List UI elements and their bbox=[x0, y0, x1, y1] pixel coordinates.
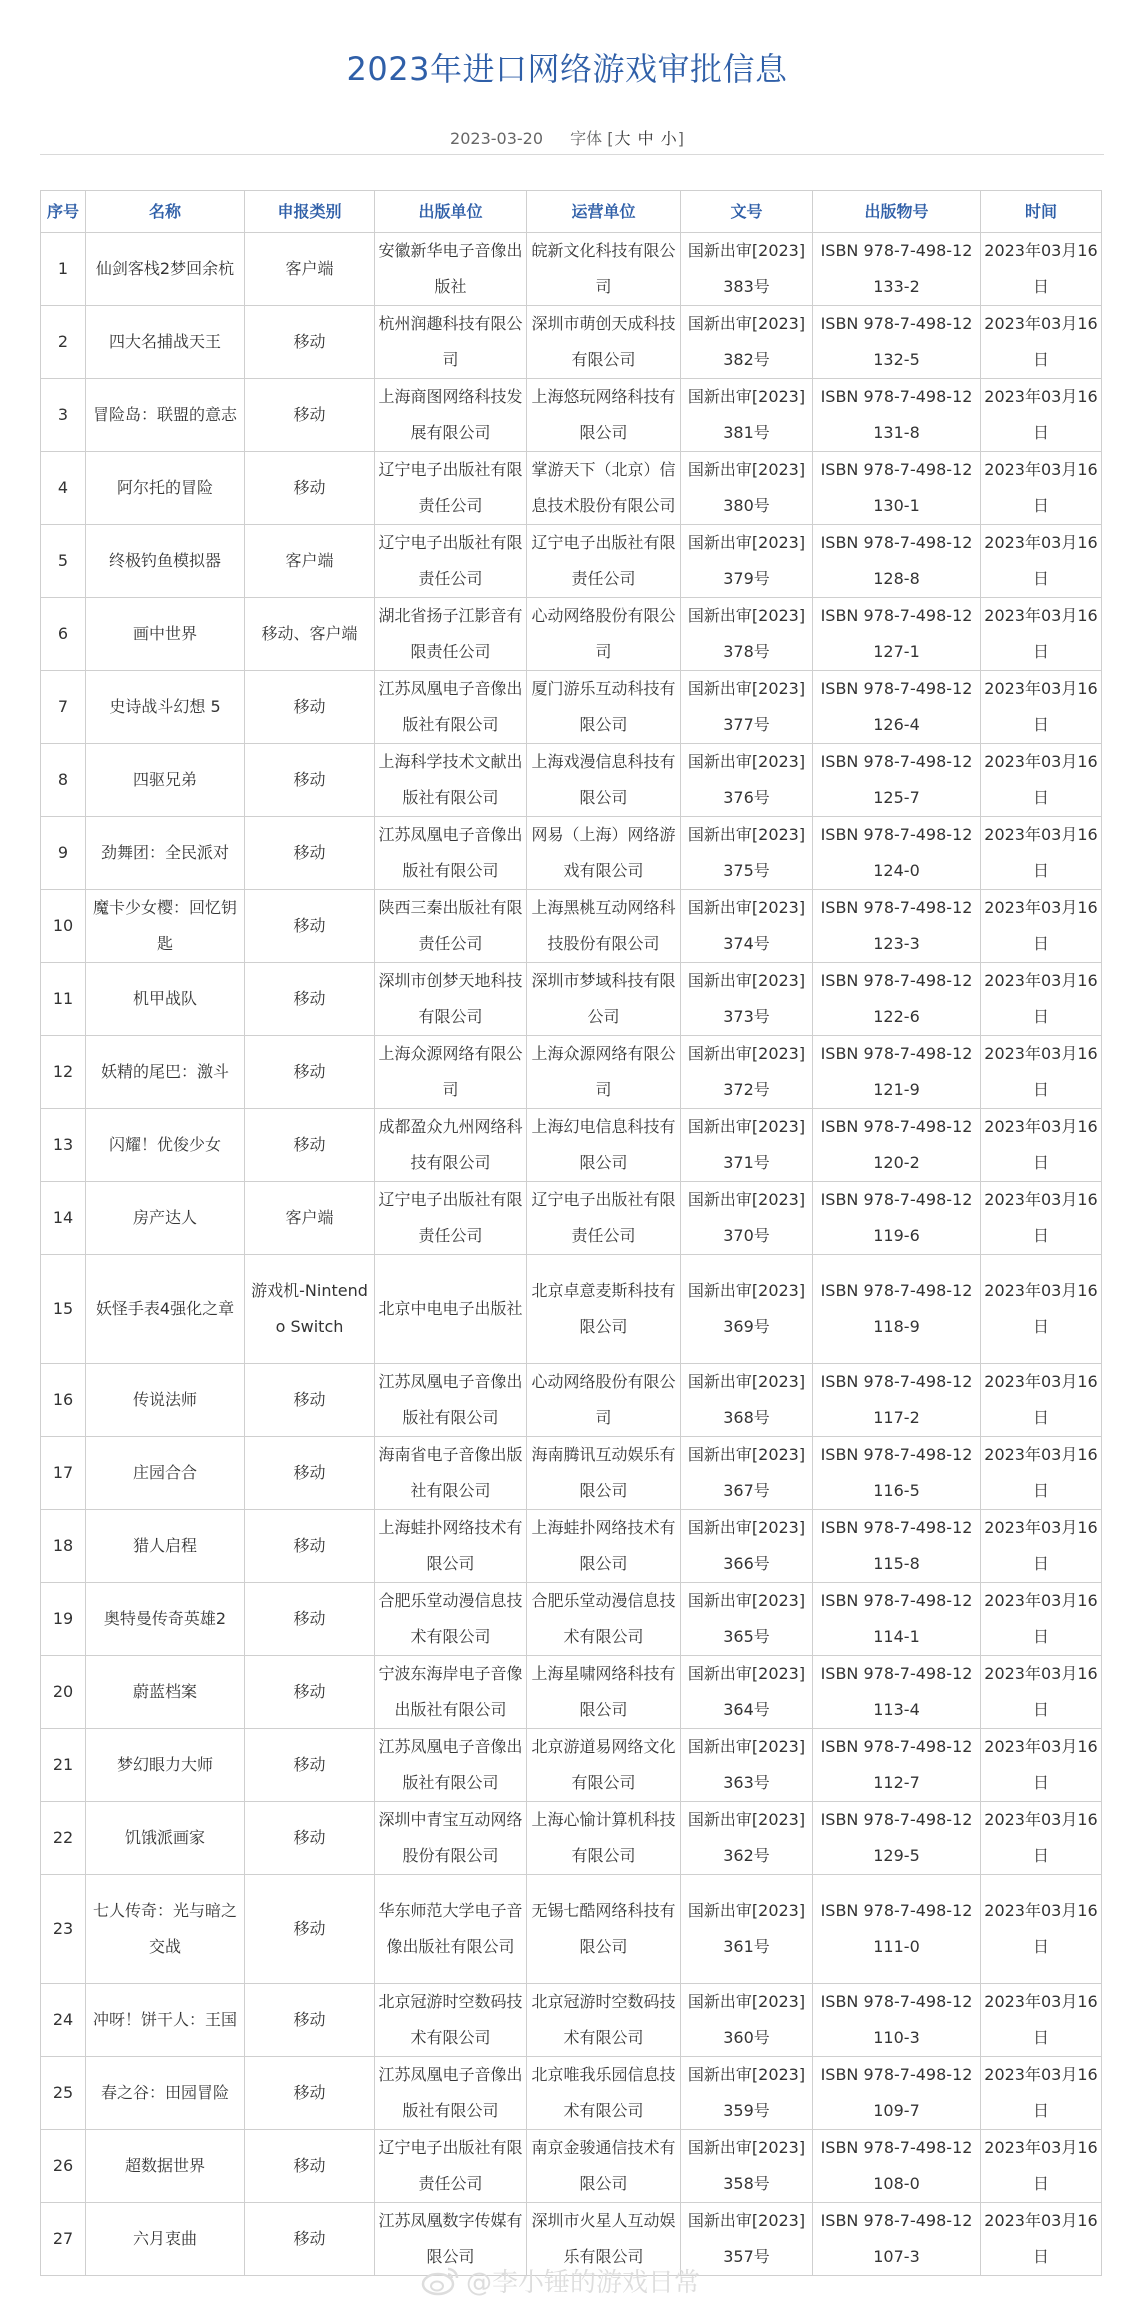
cell-game-name: 闪耀！优俊少女 bbox=[86, 1109, 245, 1182]
approval-table bbox=[40, 190, 1102, 2276]
cell-doc-number: 国新出审[2023]373号 bbox=[681, 963, 813, 1036]
cell-index: 17 bbox=[41, 1437, 86, 1510]
cell-game-name: 机甲战队 bbox=[86, 963, 245, 1036]
cell-isbn: ISBN 978-7-498-12132-5 bbox=[813, 306, 981, 379]
cell-category: 移动 bbox=[245, 1656, 375, 1729]
cell-category: 移动 bbox=[245, 306, 375, 379]
cell-publisher: 北京冠游时空数码技术有限公司 bbox=[375, 1984, 527, 2057]
cell-isbn: ISBN 978-7-498-12126-4 bbox=[813, 671, 981, 744]
cell-isbn: ISBN 978-7-498-12108-0 bbox=[813, 2130, 981, 2203]
cell-isbn: ISBN 978-7-498-12109-7 bbox=[813, 2057, 981, 2130]
table-row bbox=[41, 1182, 1102, 1255]
cell-date: 2023年03月16日 bbox=[981, 2057, 1102, 2130]
cell-date: 2023年03月16日 bbox=[981, 1182, 1102, 1255]
cell-game-name: 史诗战斗幻想 5 bbox=[86, 671, 245, 744]
cell-game-name: 梦幻眼力大师 bbox=[86, 1729, 245, 1802]
cell-isbn: ISBN 978-7-498-12119-6 bbox=[813, 1182, 981, 1255]
cell-date: 2023年03月16日 bbox=[981, 671, 1102, 744]
cell-category: 移动 bbox=[245, 671, 375, 744]
cell-category: 移动 bbox=[245, 1802, 375, 1875]
watermark bbox=[420, 2262, 840, 2298]
cell-isbn: ISBN 978-7-498-12122-6 bbox=[813, 963, 981, 1036]
cell-operator: 上海戏漫信息科技有限公司 bbox=[527, 744, 681, 817]
cell-index: 27 bbox=[41, 2203, 86, 2276]
cell-operator: 合肥乐堂动漫信息技术有限公司 bbox=[527, 1583, 681, 1656]
table-row bbox=[41, 598, 1102, 671]
cell-game-name: 四大名捕战天王 bbox=[86, 306, 245, 379]
page-title: 2023年进口网络游戏审批信息 bbox=[346, 50, 788, 88]
column-header: 出版物号 bbox=[813, 191, 981, 233]
cell-operator: 上海悠玩网络科技有限公司 bbox=[527, 379, 681, 452]
cell-isbn: ISBN 978-7-498-12118-9 bbox=[813, 1255, 981, 1364]
cell-publisher: 合肥乐堂动漫信息技术有限公司 bbox=[375, 1583, 527, 1656]
cell-doc-number: 国新出审[2023]358号 bbox=[681, 2130, 813, 2203]
cell-doc-number: 国新出审[2023]361号 bbox=[681, 1875, 813, 1984]
cell-doc-number: 国新出审[2023]383号 bbox=[681, 233, 813, 306]
cell-operator: 上海蛙扑网络技术有限公司 bbox=[527, 1510, 681, 1583]
cell-publisher: 上海科学技术文献出版社有限公司 bbox=[375, 744, 527, 817]
cell-date: 2023年03月16日 bbox=[981, 1802, 1102, 1875]
cell-date: 2023年03月16日 bbox=[981, 306, 1102, 379]
cell-game-name: 春之谷：田园冒险 bbox=[86, 2057, 245, 2130]
cell-index: 18 bbox=[41, 1510, 86, 1583]
cell-date: 2023年03月16日 bbox=[981, 2203, 1102, 2276]
cell-index: 10 bbox=[41, 890, 86, 963]
cell-category: 客户端 bbox=[245, 233, 375, 306]
cell-date: 2023年03月16日 bbox=[981, 744, 1102, 817]
cell-isbn: ISBN 978-7-498-12115-8 bbox=[813, 1510, 981, 1583]
cell-operator: 北京唯我乐园信息技术有限公司 bbox=[527, 2057, 681, 2130]
cell-category: 移动 bbox=[245, 1364, 375, 1437]
cell-index: 7 bbox=[41, 671, 86, 744]
table-row bbox=[41, 817, 1102, 890]
article-meta bbox=[0, 126, 1134, 150]
cell-category: 客户端 bbox=[245, 525, 375, 598]
cell-date: 2023年03月16日 bbox=[981, 1656, 1102, 1729]
cell-date: 2023年03月16日 bbox=[981, 1437, 1102, 1510]
weibo-icon bbox=[420, 2263, 462, 2297]
cell-doc-number: 国新出审[2023]364号 bbox=[681, 1656, 813, 1729]
cell-date: 2023年03月16日 bbox=[981, 963, 1102, 1036]
column-header: 运营单位 bbox=[527, 191, 681, 233]
table-row bbox=[41, 1802, 1102, 1875]
cell-doc-number: 国新出审[2023]375号 bbox=[681, 817, 813, 890]
cell-category: 移动 bbox=[245, 1109, 375, 1182]
cell-index: 5 bbox=[41, 525, 86, 598]
cell-game-name: 蔚蓝档案 bbox=[86, 1656, 245, 1729]
cell-operator: 上海星啸网络科技有限公司 bbox=[527, 1656, 681, 1729]
cell-publisher: 辽宁电子出版社有限责任公司 bbox=[375, 1182, 527, 1255]
cell-operator: 深圳市萌创天成科技有限公司 bbox=[527, 306, 681, 379]
cell-index: 2 bbox=[41, 306, 86, 379]
cell-publisher: 杭州润趣科技有限公司 bbox=[375, 306, 527, 379]
cell-category: 移动 bbox=[245, 817, 375, 890]
cell-doc-number: 国新出审[2023]372号 bbox=[681, 1036, 813, 1109]
cell-publisher: 江苏凤凰电子音像出版社有限公司 bbox=[375, 817, 527, 890]
cell-isbn: ISBN 978-7-498-12116-5 bbox=[813, 1437, 981, 1510]
table-row bbox=[41, 1109, 1102, 1182]
cell-game-name: 魔卡少女樱：回忆钥匙 bbox=[86, 890, 245, 963]
cell-operator: 掌游天下（北京）信息技术股份有限公司 bbox=[527, 452, 681, 525]
cell-category: 移动 bbox=[245, 1729, 375, 1802]
cell-publisher: 陕西三秦出版社有限责任公司 bbox=[375, 890, 527, 963]
font-size-large-button[interactable]: 大 bbox=[614, 129, 631, 148]
cell-index: 22 bbox=[41, 1802, 86, 1875]
cell-doc-number: 国新出审[2023]379号 bbox=[681, 525, 813, 598]
publish-date: 2023-03-20 bbox=[450, 129, 544, 148]
cell-category: 移动 bbox=[245, 1875, 375, 1984]
cell-operator: 上海幻电信息科技有限公司 bbox=[527, 1109, 681, 1182]
cell-publisher: 江苏凤凰数字传媒有限公司 bbox=[375, 2203, 527, 2276]
column-header: 名称 bbox=[86, 191, 245, 233]
table-row bbox=[41, 379, 1102, 452]
cell-date: 2023年03月16日 bbox=[981, 1255, 1102, 1364]
cell-operator: 上海心愉计算机科技有限公司 bbox=[527, 1802, 681, 1875]
cell-game-name: 终极钓鱼模拟器 bbox=[86, 525, 245, 598]
column-header: 时间 bbox=[981, 191, 1102, 233]
cell-index: 25 bbox=[41, 2057, 86, 2130]
cell-game-name: 超数据世界 bbox=[86, 2130, 245, 2203]
cell-index: 26 bbox=[41, 2130, 86, 2203]
cell-doc-number: 国新出审[2023]370号 bbox=[681, 1182, 813, 1255]
table-row bbox=[41, 2130, 1102, 2203]
cell-category: 移动 bbox=[245, 1437, 375, 1510]
cell-publisher: 江苏凤凰电子音像出版社有限公司 bbox=[375, 671, 527, 744]
cell-index: 21 bbox=[41, 1729, 86, 1802]
cell-operator: 心动网络股份有限公司 bbox=[527, 1364, 681, 1437]
cell-isbn: ISBN 978-7-498-12112-7 bbox=[813, 1729, 981, 1802]
cell-doc-number: 国新出审[2023]362号 bbox=[681, 1802, 813, 1875]
cell-isbn: ISBN 978-7-498-12131-8 bbox=[813, 379, 981, 452]
cell-publisher: 海南省电子音像出版社有限公司 bbox=[375, 1437, 527, 1510]
cell-game-name: 奥特曼传奇英雄2 bbox=[86, 1583, 245, 1656]
cell-operator: 深圳市火星人互动娱乐有限公司 bbox=[527, 2203, 681, 2276]
cell-index: 13 bbox=[41, 1109, 86, 1182]
cell-isbn: ISBN 978-7-498-12124-0 bbox=[813, 817, 981, 890]
table-row bbox=[41, 1255, 1102, 1364]
cell-date: 2023年03月16日 bbox=[981, 1984, 1102, 2057]
cell-date: 2023年03月16日 bbox=[981, 1583, 1102, 1656]
cell-operator: 皖新文化科技有限公司 bbox=[527, 233, 681, 306]
cell-doc-number: 国新出审[2023]368号 bbox=[681, 1364, 813, 1437]
cell-game-name: 妖怪手表4强化之章 bbox=[86, 1255, 245, 1364]
cell-game-name: 阿尔托的冒险 bbox=[86, 452, 245, 525]
cell-publisher: 湖北省扬子江影音有限责任公司 bbox=[375, 598, 527, 671]
cell-index: 16 bbox=[41, 1364, 86, 1437]
cell-category: 移动 bbox=[245, 2203, 375, 2276]
table-row bbox=[41, 2057, 1102, 2130]
cell-date: 2023年03月16日 bbox=[981, 1364, 1102, 1437]
table-row bbox=[41, 963, 1102, 1036]
column-header: 序号 bbox=[41, 191, 86, 233]
cell-game-name: 七人传奇：光与暗之交战 bbox=[86, 1875, 245, 1984]
cell-publisher: 北京中电电子出版社 bbox=[375, 1255, 527, 1364]
cell-date: 2023年03月16日 bbox=[981, 525, 1102, 598]
cell-isbn: ISBN 978-7-498-12130-1 bbox=[813, 452, 981, 525]
cell-doc-number: 国新出审[2023]357号 bbox=[681, 2203, 813, 2276]
cell-category: 移动 bbox=[245, 963, 375, 1036]
cell-date: 2023年03月16日 bbox=[981, 1109, 1102, 1182]
cell-game-name: 画中世界 bbox=[86, 598, 245, 671]
cell-category: 移动 bbox=[245, 2130, 375, 2203]
cell-isbn: ISBN 978-7-498-12128-8 bbox=[813, 525, 981, 598]
column-header: 文号 bbox=[681, 191, 813, 233]
table-row bbox=[41, 1656, 1102, 1729]
cell-index: 3 bbox=[41, 379, 86, 452]
cell-publisher: 深圳中青宝互动网络股份有限公司 bbox=[375, 1802, 527, 1875]
cell-doc-number: 国新出审[2023]381号 bbox=[681, 379, 813, 452]
cell-publisher: 上海商图网络科技发展有限公司 bbox=[375, 379, 527, 452]
cell-publisher: 江苏凤凰电子音像出版社有限公司 bbox=[375, 1729, 527, 1802]
table-row bbox=[41, 1510, 1102, 1583]
cell-doc-number: 国新出审[2023]367号 bbox=[681, 1437, 813, 1510]
table-row bbox=[41, 1437, 1102, 1510]
cell-date: 2023年03月16日 bbox=[981, 817, 1102, 890]
cell-isbn: ISBN 978-7-498-12113-4 bbox=[813, 1656, 981, 1729]
cell-isbn: ISBN 978-7-498-12123-3 bbox=[813, 890, 981, 963]
table-row bbox=[41, 525, 1102, 598]
cell-category: 移动 bbox=[245, 452, 375, 525]
cell-doc-number: 国新出审[2023]360号 bbox=[681, 1984, 813, 2057]
cell-publisher: 华东师范大学电子音像出版社有限公司 bbox=[375, 1875, 527, 1984]
table-row bbox=[41, 452, 1102, 525]
cell-publisher: 辽宁电子出版社有限责任公司 bbox=[375, 452, 527, 525]
cell-doc-number: 国新出审[2023]371号 bbox=[681, 1109, 813, 1182]
cell-date: 2023年03月16日 bbox=[981, 1036, 1102, 1109]
cell-publisher: 上海蛙扑网络技术有限公司 bbox=[375, 1510, 527, 1583]
table-body bbox=[41, 233, 1102, 2276]
cell-game-name: 庄园合合 bbox=[86, 1437, 245, 1510]
cell-index: 1 bbox=[41, 233, 86, 306]
cell-category: 移动 bbox=[245, 1510, 375, 1583]
cell-category: 客户端 bbox=[245, 1182, 375, 1255]
cell-doc-number: 国新出审[2023]366号 bbox=[681, 1510, 813, 1583]
cell-publisher: 辽宁电子出版社有限责任公司 bbox=[375, 2130, 527, 2203]
table-row bbox=[41, 744, 1102, 817]
cell-index: 15 bbox=[41, 1255, 86, 1364]
cell-date: 2023年03月16日 bbox=[981, 452, 1102, 525]
watermark-text: @李小锤的游戏日常 bbox=[466, 2267, 701, 2298]
cell-game-name: 四驱兄弟 bbox=[86, 744, 245, 817]
cell-doc-number: 国新出审[2023]359号 bbox=[681, 2057, 813, 2130]
cell-isbn: ISBN 978-7-498-12114-1 bbox=[813, 1583, 981, 1656]
cell-operator: 海南腾讯互动娱乐有限公司 bbox=[527, 1437, 681, 1510]
cell-game-name: 房产达人 bbox=[86, 1182, 245, 1255]
cell-publisher: 江苏凤凰电子音像出版社有限公司 bbox=[375, 1364, 527, 1437]
cell-isbn: ISBN 978-7-498-12110-3 bbox=[813, 1984, 981, 2057]
cell-doc-number: 国新出审[2023]380号 bbox=[681, 452, 813, 525]
table-row bbox=[41, 1036, 1102, 1109]
cell-category: 移动 bbox=[245, 1583, 375, 1656]
cell-game-name: 猎人启程 bbox=[86, 1510, 245, 1583]
cell-operator: 上海众源网络有限公司 bbox=[527, 1036, 681, 1109]
cell-isbn: ISBN 978-7-498-12121-9 bbox=[813, 1036, 981, 1109]
font-size-bracket-open: [ bbox=[607, 129, 614, 148]
cell-index: 6 bbox=[41, 598, 86, 671]
cell-isbn: ISBN 978-7-498-12129-5 bbox=[813, 1802, 981, 1875]
column-header: 申报类别 bbox=[245, 191, 375, 233]
table-row bbox=[41, 1729, 1102, 1802]
cell-publisher: 成都盈众九州网络科技有限公司 bbox=[375, 1109, 527, 1182]
cell-index: 24 bbox=[41, 1984, 86, 2057]
cell-index: 11 bbox=[41, 963, 86, 1036]
table-row bbox=[41, 1984, 1102, 2057]
cell-operator: 北京冠游时空数码技术有限公司 bbox=[527, 1984, 681, 2057]
cell-isbn: ISBN 978-7-498-12133-2 bbox=[813, 233, 981, 306]
cell-doc-number: 国新出审[2023]369号 bbox=[681, 1255, 813, 1364]
table-row bbox=[41, 1875, 1102, 1984]
table-row bbox=[41, 306, 1102, 379]
cell-date: 2023年03月16日 bbox=[981, 233, 1102, 306]
cell-isbn: ISBN 978-7-498-12111-0 bbox=[813, 1875, 981, 1984]
cell-publisher: 深圳市创梦天地科技有限公司 bbox=[375, 963, 527, 1036]
cell-doc-number: 国新出审[2023]382号 bbox=[681, 306, 813, 379]
cell-category: 游戏机-Nintendo Switch bbox=[245, 1255, 375, 1364]
cell-category: 移动 bbox=[245, 1036, 375, 1109]
cell-doc-number: 国新出审[2023]378号 bbox=[681, 598, 813, 671]
cell-index: 12 bbox=[41, 1036, 86, 1109]
cell-index: 4 bbox=[41, 452, 86, 525]
cell-category: 移动 bbox=[245, 744, 375, 817]
cell-publisher: 宁波东海岸电子音像出版社有限公司 bbox=[375, 1656, 527, 1729]
cell-operator: 上海黑桃互动网络科技股份有限公司 bbox=[527, 890, 681, 963]
cell-publisher: 安徽新华电子音像出版社 bbox=[375, 233, 527, 306]
cell-isbn: ISBN 978-7-498-12125-7 bbox=[813, 744, 981, 817]
cell-isbn: ISBN 978-7-498-12127-1 bbox=[813, 598, 981, 671]
font-size-small-button[interactable]: 小 bbox=[660, 129, 677, 148]
cell-operator: 北京卓意麦斯科技有限公司 bbox=[527, 1255, 681, 1364]
table-row bbox=[41, 890, 1102, 963]
column-header: 出版单位 bbox=[375, 191, 527, 233]
cell-date: 2023年03月16日 bbox=[981, 598, 1102, 671]
font-size-medium-button[interactable]: 中 bbox=[637, 129, 654, 148]
cell-date: 2023年03月16日 bbox=[981, 379, 1102, 452]
cell-operator: 厦门游乐互动科技有限公司 bbox=[527, 671, 681, 744]
cell-operator: 辽宁电子出版社有限责任公司 bbox=[527, 1182, 681, 1255]
table-row bbox=[41, 1583, 1102, 1656]
cell-date: 2023年03月16日 bbox=[981, 2130, 1102, 2203]
cell-category: 移动、客户端 bbox=[245, 598, 375, 671]
table-row bbox=[41, 1364, 1102, 1437]
font-size-label: 字体 bbox=[570, 129, 603, 148]
cell-date: 2023年03月16日 bbox=[981, 890, 1102, 963]
cell-date: 2023年03月16日 bbox=[981, 1729, 1102, 1802]
cell-category: 移动 bbox=[245, 1984, 375, 2057]
cell-index: 14 bbox=[41, 1182, 86, 1255]
cell-operator: 网易（上海）网络游戏有限公司 bbox=[527, 817, 681, 890]
cell-date: 2023年03月16日 bbox=[981, 1875, 1102, 1984]
cell-doc-number: 国新出审[2023]365号 bbox=[681, 1583, 813, 1656]
cell-doc-number: 国新出审[2023]377号 bbox=[681, 671, 813, 744]
cell-isbn: ISBN 978-7-498-12107-3 bbox=[813, 2203, 981, 2276]
cell-category: 移动 bbox=[245, 379, 375, 452]
cell-operator: 深圳市梦域科技有限公司 bbox=[527, 963, 681, 1036]
cell-index: 20 bbox=[41, 1656, 86, 1729]
cell-operator: 无锡七酷网络科技有限公司 bbox=[527, 1875, 681, 1984]
cell-index: 19 bbox=[41, 1583, 86, 1656]
cell-doc-number: 国新出审[2023]376号 bbox=[681, 744, 813, 817]
cell-publisher: 上海众源网络有限公司 bbox=[375, 1036, 527, 1109]
cell-operator: 辽宁电子出版社有限责任公司 bbox=[527, 525, 681, 598]
cell-category: 移动 bbox=[245, 2057, 375, 2130]
cell-index: 9 bbox=[41, 817, 86, 890]
cell-operator: 南京金骏通信技术有限公司 bbox=[527, 2130, 681, 2203]
font-size-bracket-close: ] bbox=[677, 129, 684, 148]
cell-game-name: 冒险岛：联盟的意志 bbox=[86, 379, 245, 452]
cell-game-name: 劲舞团：全民派对 bbox=[86, 817, 245, 890]
cell-doc-number: 国新出审[2023]374号 bbox=[681, 890, 813, 963]
cell-game-name: 饥饿派画家 bbox=[86, 1802, 245, 1875]
cell-operator: 北京游道易网络文化有限公司 bbox=[527, 1729, 681, 1802]
cell-game-name: 仙剑客栈2梦回余杭 bbox=[86, 233, 245, 306]
table-row bbox=[41, 671, 1102, 744]
cell-publisher: 江苏凤凰电子音像出版社有限公司 bbox=[375, 2057, 527, 2130]
cell-game-name: 妖精的尾巴：激斗 bbox=[86, 1036, 245, 1109]
table-row bbox=[41, 233, 1102, 306]
header-divider bbox=[40, 154, 1104, 155]
table-header-row bbox=[41, 191, 1102, 233]
cell-doc-number: 国新出审[2023]363号 bbox=[681, 1729, 813, 1802]
cell-operator: 心动网络股份有限公司 bbox=[527, 598, 681, 671]
cell-isbn: ISBN 978-7-498-12120-2 bbox=[813, 1109, 981, 1182]
cell-game-name: 冲呀！饼干人：王国 bbox=[86, 1984, 245, 2057]
cell-category: 移动 bbox=[245, 890, 375, 963]
cell-publisher: 辽宁电子出版社有限责任公司 bbox=[375, 525, 527, 598]
cell-date: 2023年03月16日 bbox=[981, 1510, 1102, 1583]
cell-index: 8 bbox=[41, 744, 86, 817]
cell-isbn: ISBN 978-7-498-12117-2 bbox=[813, 1364, 981, 1437]
cell-game-name: 六月衷曲 bbox=[86, 2203, 245, 2276]
cell-game-name: 传说法师 bbox=[86, 1364, 245, 1437]
cell-index: 23 bbox=[41, 1875, 86, 1984]
